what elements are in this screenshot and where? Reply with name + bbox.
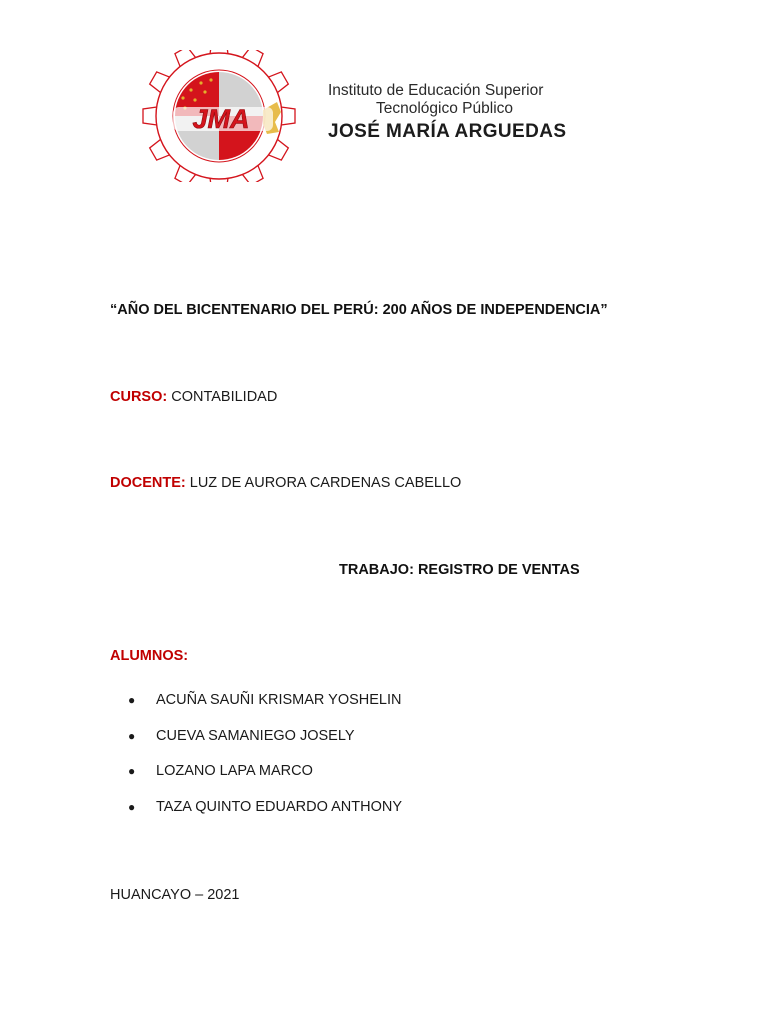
institution-name: JOSÉ MARÍA ARGUEDAS — [328, 121, 567, 142]
bullet-icon: ● — [128, 728, 136, 743]
institution-line-2: Tecnológico Público — [376, 100, 514, 117]
teacher-field — [110, 475, 461, 491]
course-label: CURSO: — [110, 389, 168, 405]
svg-text:JMA: JMA — [192, 104, 250, 134]
jma-gear-seal-logo — [128, 50, 310, 182]
institution-line-1: Instituto de Educación Superior — [328, 82, 544, 99]
student-name: TAZA QUINTO EDUARDO ANTHONY — [156, 799, 402, 816]
course-value: CONTABILIDAD — [171, 389, 278, 405]
course-field — [110, 389, 277, 405]
place-date: HUANCAYO – 2021 — [110, 887, 240, 903]
bullet-icon: ● — [128, 764, 136, 779]
bullet-icon: ● — [128, 693, 136, 707]
student-name: ACUÑA SAUÑI KRISMAR YOSHELIN — [156, 692, 402, 708]
student-name: LOZANO LAPA MARCO — [156, 763, 313, 780]
teacher-value: LUZ DE AURORA CARDENAS CABELLO — [189, 475, 462, 491]
students-label: ALUMNOS: — [110, 648, 189, 664]
bullet-icon: ● — [128, 800, 136, 815]
institution-text — [328, 82, 608, 143]
institution-header — [128, 50, 608, 182]
year-motto: “AÑO DEL BICENTENARIO DEL PERÚ: 200 AÑOS DE INDEPENDENCIA” — [110, 302, 608, 318]
student-name: CUEVA SAMANIEGO JOSELY — [156, 727, 355, 744]
teacher-label: DOCENTE: — [110, 475, 186, 491]
work-title: TRABAJO: REGISTRO DE VENTAS — [339, 562, 580, 578]
